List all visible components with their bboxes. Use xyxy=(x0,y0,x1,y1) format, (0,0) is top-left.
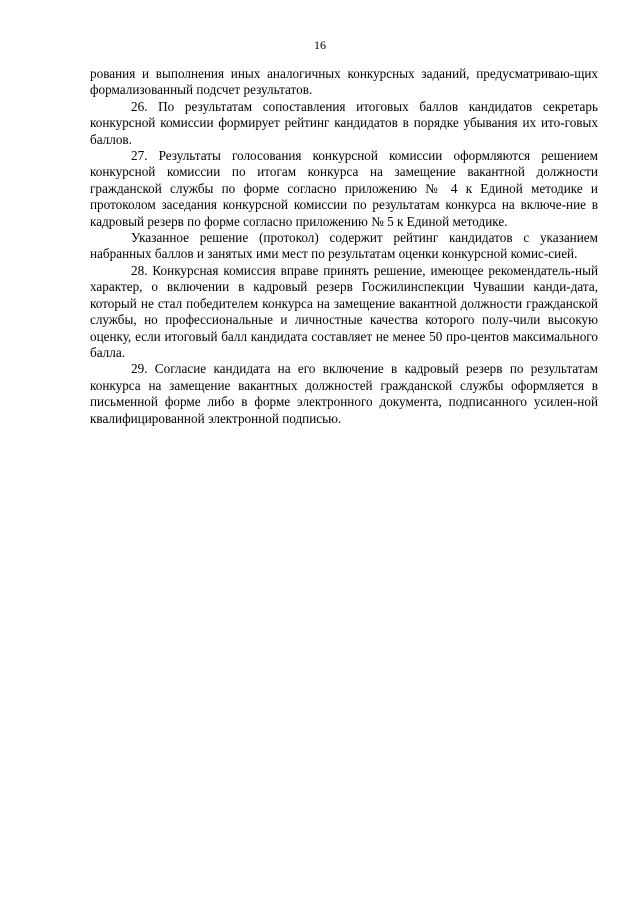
paragraph-26: 26. По результатам сопоставления итоговых баллов кандидатов секретарь конкурсной комиссии формирует рейтинг кандидатов в порядке убывания их ито-говых баллов. xyxy=(90,98,598,147)
paragraph-27: 27. Результаты голосования конкурсной комиссии оформляются решением конкурсной комиссии по итогам конкурса на замещение вакантной должности гражданской службы по форме согласно приложению № 4 к Единой методике и протоколом заседания конкурсной комиссии по результатам конкурса на включе-ние в кадровый резерв по форме согласно приложению № 5 к Единой методике. xyxy=(90,148,598,229)
page-number: 16 xyxy=(314,38,326,52)
paragraph-29: 29. Согласие кандидата на его включение в кадровый резерв по результатам конкурса на замещение вакантных должностей гражданской службы оформляется в письменной форме либо в форме электронного документа, подписанного усилен-ной квалифицированной электронной подписью. xyxy=(90,361,598,426)
paragraph-continuation: рования и выполнения иных аналогичных конкурсных заданий, предусматриваю-щих формализованный подсчет результатов. xyxy=(90,66,598,98)
paragraph-28: 28. Конкурсная комиссия вправе принять решение, имеющее рекомендатель-ный характер, о включении в кадровый резерв Госжилинспекции Чувашии канди-дата, который не стал победителем конкурса на замещение вакантной должности гражданской службы, но профессиональные и личностные качества которого полу-чили высокую оценку, если итоговый балл кандидата составляет не менее 50 про-центов максимального балла. xyxy=(90,262,598,360)
document-body xyxy=(90,66,598,427)
paragraph-27-note: Указанное решение (протокол) содержит рейтинг кандидатов с указанием набранных баллов и занятых ими мест по результатам оценки конкурсной комис-сией. xyxy=(90,230,598,262)
